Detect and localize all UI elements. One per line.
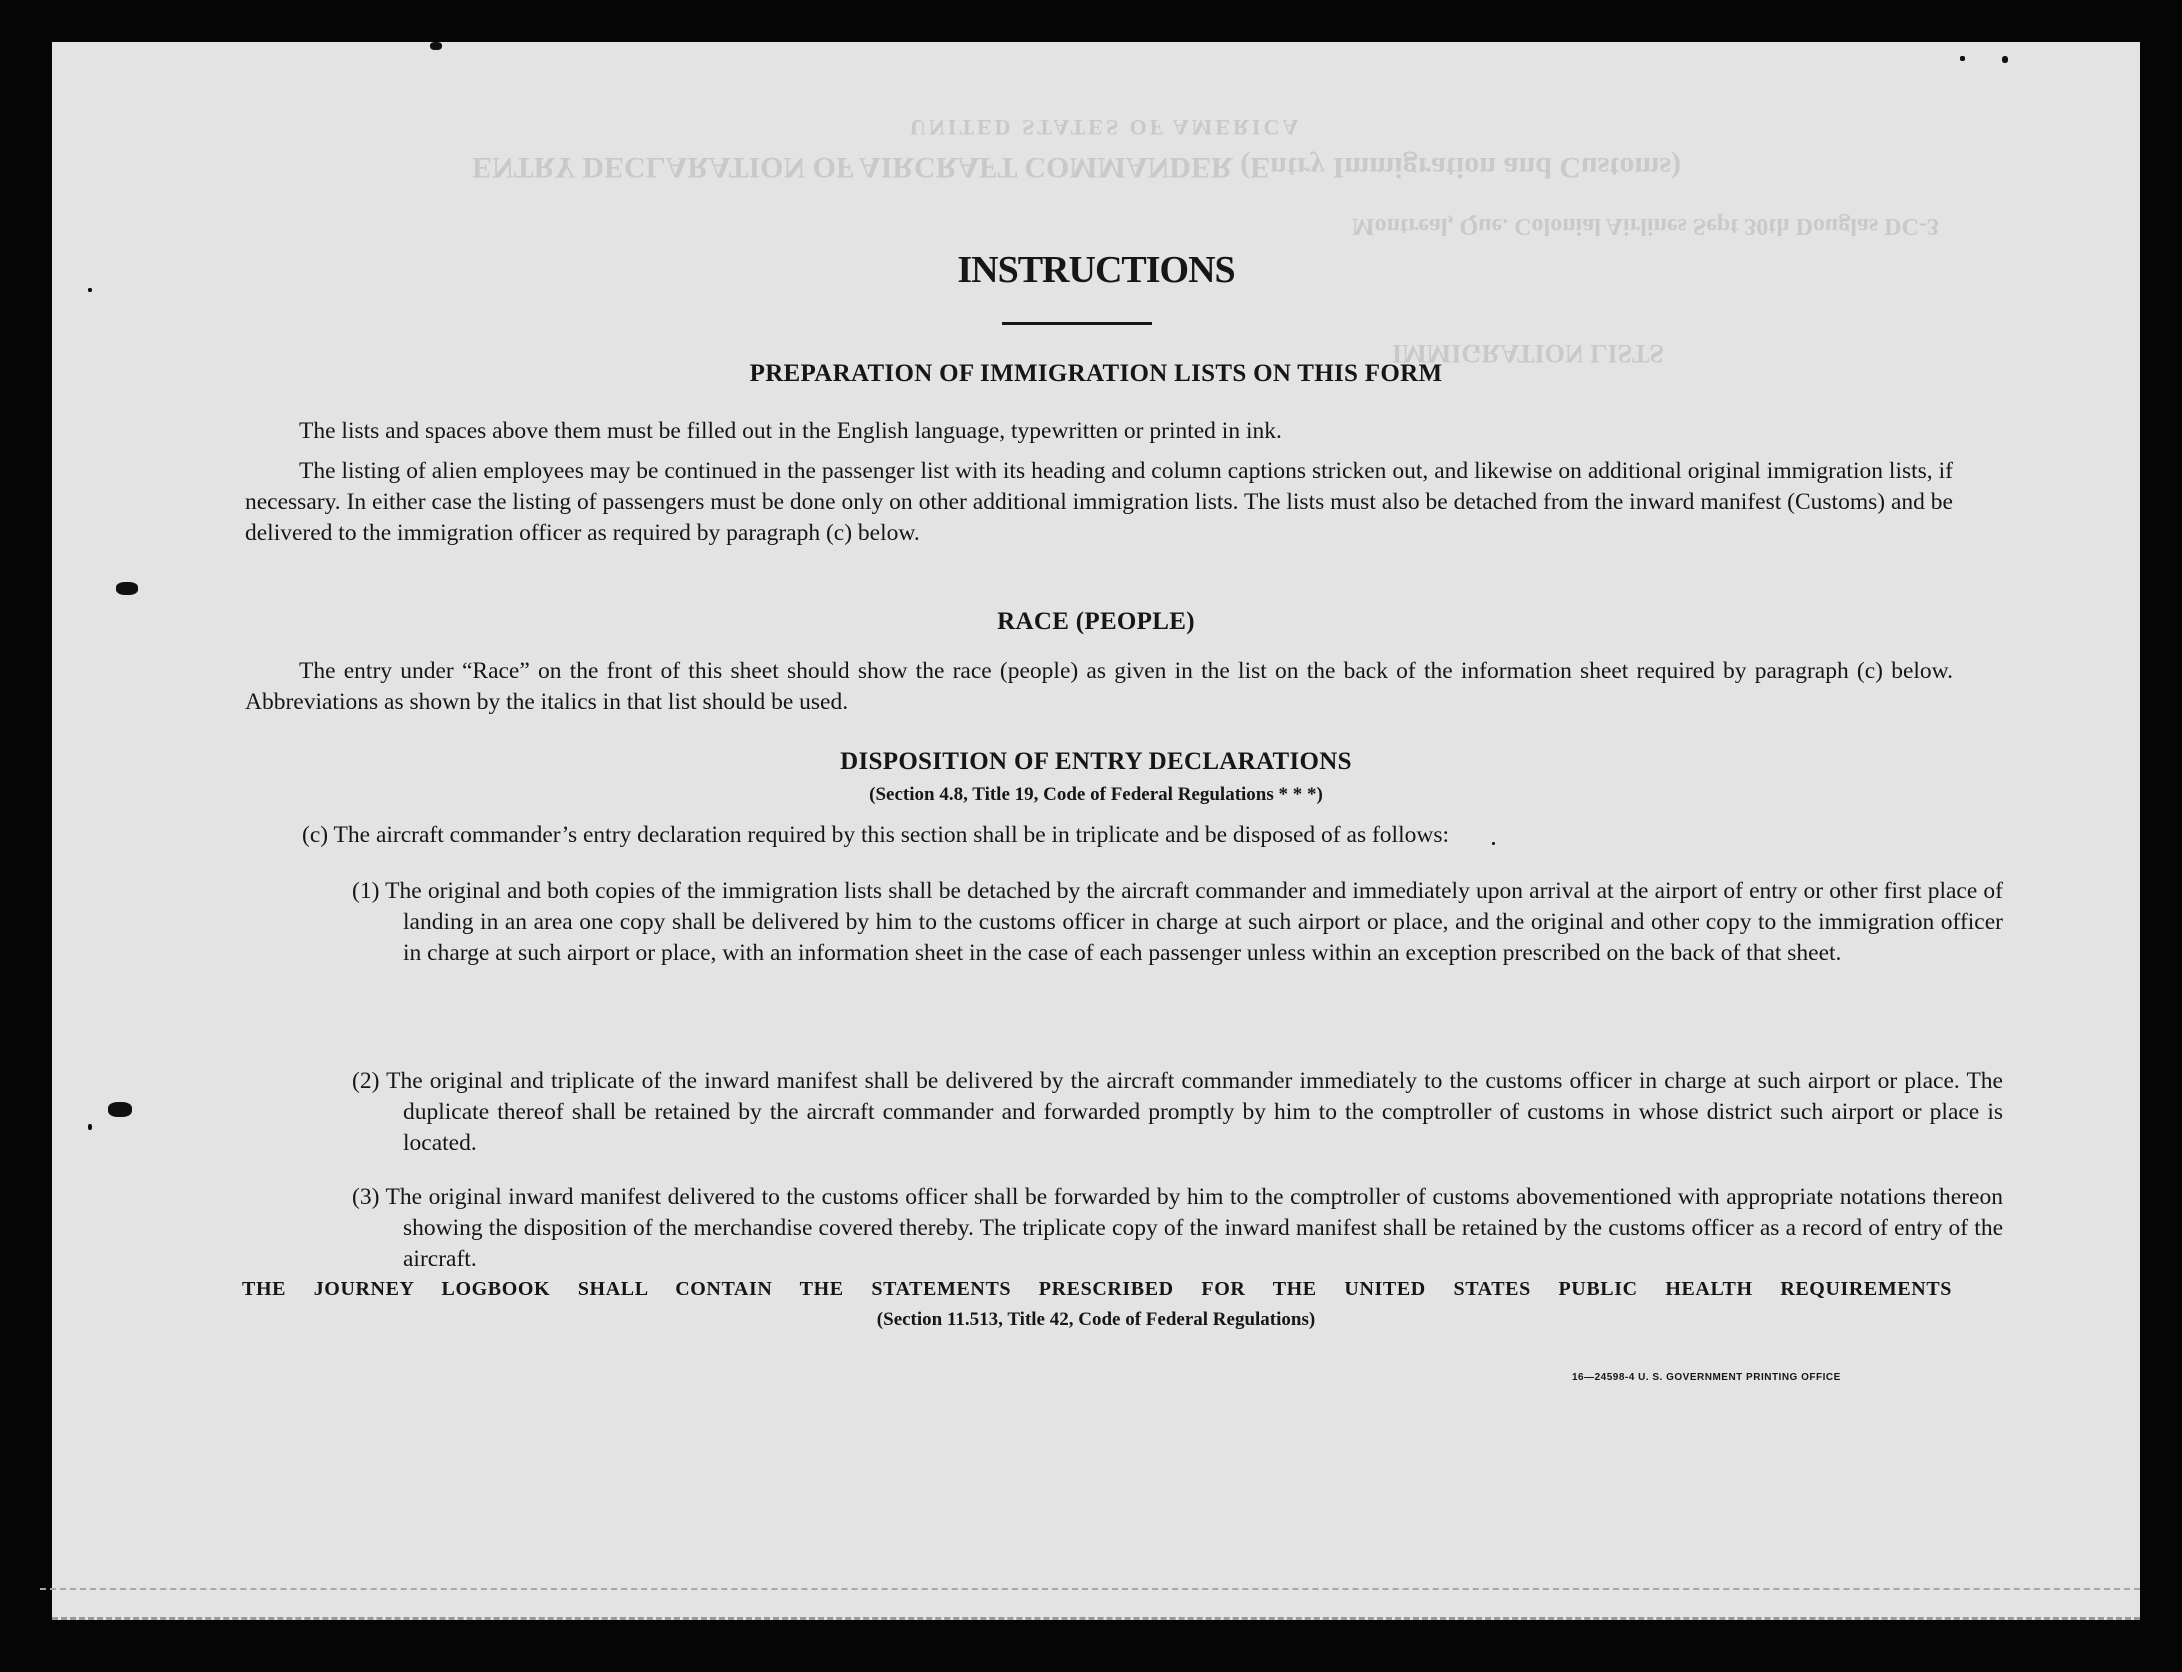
instructions-document bbox=[52, 42, 2140, 1617]
paragraph-immigration-2: The listing of alien employees may be continued in the passenger list with its heading and column captions stricken out, and likewise on additional original immigration lists, if necessary. In either case the listing of passengers must be done only on other additional immigration lists. The lists must also be detached from the inward manifest (Customs) and be delivered to the immigration officer as required by paragraph (c) below. bbox=[245, 458, 1953, 546]
scan-speck bbox=[2002, 56, 2008, 63]
print-code: 16—24598-4 U. S. GOVERNMENT PRINTING OFFICE bbox=[1572, 1372, 1841, 1383]
scan-speck bbox=[1960, 56, 1965, 61]
paragraph-c-intro: (c) The aircraft commander’s entry declaration required by this section shall be in triplicate and be disposed of as follows: bbox=[302, 822, 1449, 848]
disposition-item-1: (1) The original and both copies of the immigration lists shall be detached by the aircraft commander and immediately upon arrival at the airport of entry or other first place of landing in an area one copy shall be delivered by him to the customs officer in charge at such airport or place, and the original and other copy to the immigration officer in charge at such airport or place, with an information sheet in the case of each passenger unless within an exception prescribed on the back of that sheet. bbox=[352, 878, 2003, 966]
scan-speck bbox=[1492, 842, 1495, 845]
paragraph-race: The entry under “Race” on the front of this sheet should show the race (people) as given in the list on the back of the information sheet required by paragraph (c) below. Abbreviations as shown by the italics in that list should be used. bbox=[245, 658, 1953, 715]
bleed-through-line-4: IMMIGRATION LISTS bbox=[1392, 339, 1664, 368]
disposition-item-3: (3) The original inward manifest delivered to the customs officer shall be forwarded by him to the comptroller of customs abovementioned with appropriate notations thereon showing the disposition of the merchandise covered thereby. The triplicate copy of the inward manifest shall be retained by the customs officer as a record of entry of the aircraft. bbox=[352, 1184, 2003, 1272]
heading-immigration-lists: PREPARATION OF IMMIGRATION LISTS ON THIS FORM bbox=[749, 360, 1443, 387]
disposition-item-2: (2) The original and triplicate of the inward manifest shall be delivered by the aircraft commander immediately to the customs officer in charge at such airport or place. The duplicate thereof shall be retained by the aircraft commander and forwarded promptly by him to the comptroller of customs in whose district such airport or place is located. bbox=[352, 1068, 2003, 1156]
sheet-bottom-edge bbox=[40, 1588, 2140, 1590]
document-sheet bbox=[52, 42, 2140, 1620]
scan-speck bbox=[108, 1102, 132, 1117]
heading-disposition: DISPOSITION OF ENTRY DECLARATIONS bbox=[840, 748, 1352, 775]
scan-speck bbox=[88, 288, 92, 292]
heading-race: RACE (PEOPLE) bbox=[997, 608, 1195, 635]
title-underline bbox=[1002, 322, 1152, 325]
citation-disposition: (Section 4.8, Title 19, Code of Federal Regulations * * *) bbox=[869, 784, 1323, 805]
page-title: INSTRUCTIONS bbox=[957, 249, 1235, 291]
scan-speck bbox=[88, 1124, 92, 1130]
footer-public-health-heading: THE JOURNEY LOGBOOK SHALL CONTAIN THE STATEMENTS PRESCRIBED FOR THE UNITED STATES PUBLIC HEALTH REQUIREMENTS bbox=[242, 1278, 1952, 1300]
bleed-through-line-3: Montreal, Que. Colonial Airlines Sept 30th Douglas DC-3 bbox=[1352, 213, 1939, 239]
bleed-through-line-2: ENTRY DECLARATION OF AIRCRAFT COMMANDER (Entry Immigration and Customs) bbox=[472, 151, 1681, 184]
paragraph-immigration-1: The lists and spaces above them must be filled out in the English language, typewritten or printed in ink. bbox=[299, 418, 1282, 444]
footer-citation: (Section 11.513, Title 42, Code of Federal Regulations) bbox=[876, 1309, 1316, 1330]
scan-speck bbox=[116, 582, 138, 595]
scan-speck bbox=[430, 42, 442, 50]
bleed-through-line-1: UNITED STATES OF AMERICA bbox=[910, 115, 1302, 140]
